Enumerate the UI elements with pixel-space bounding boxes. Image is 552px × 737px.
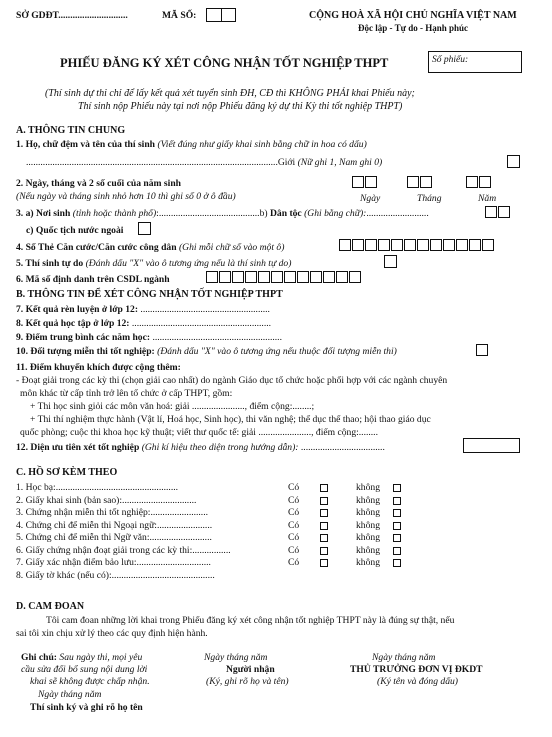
unit-head-hint: (Ký tên và đóng dấu) [377,676,458,687]
q3a-label: 3. a) Nơi sinh [16,208,71,219]
no-label: không [356,482,380,493]
q3a-hint: (tỉnh hoặc thành phố) [72,208,157,219]
ma-so-box[interactable] [206,8,236,22]
unit-head-title: THỦ TRƯỞNG ĐƠN VỊ ĐKDT [350,664,483,675]
document-item: 5. Chứng chỉ để miễn thi Ngữ văn:.......................... [16,532,212,543]
date-day-label: Ngày [360,193,381,204]
note-line-1: (Thí sinh dự thi chỉ để lấy kết quả xét tuyển sinh ĐH, CĐ thì KHÔNG PHẢI khai Phiếu này; [45,88,415,99]
q12-hint: (Ghi kí hiệu theo diện trong hướng dẫn): [141,442,299,453]
yes-checkbox[interactable] [320,547,328,555]
birth-date-boxes[interactable] [352,176,492,188]
q11-label: 11. Điểm khuyến khích được cộng thêm: [16,362,181,373]
no-checkbox[interactable] [393,497,401,505]
document-item: 4. Chứng chỉ để miễn thi Ngoại ngữ:....................... [16,519,213,531]
yes-checkbox[interactable] [320,559,328,567]
so-gddt: SỞ GDĐT............................. [16,10,128,21]
document-item: 3. Chứng nhận miễn thi tốt nghiệp:........................ [16,507,209,518]
ma-so-label: MÃ SỐ: [162,10,197,21]
commitment-line-2: sai tôi xin chịu xử lý theo các quy định hiện hành. [16,628,208,639]
q3b-label: Dân tộc [269,208,302,219]
yes-label: Có [288,544,300,556]
section-d-heading: D. CAM ĐOAN [16,601,85,612]
no-label: không [356,494,380,506]
q7-line[interactable]: ...................................................... [138,304,270,315]
yes-checkbox[interactable] [320,497,328,505]
q1-hint: (Viết đúng như giấy khai sinh bằng chữ in hoa có dấu) [157,139,367,150]
date-middle: Ngày tháng năm [204,652,268,663]
no-checkbox[interactable] [393,522,401,530]
q10-label: 10. Đối tượng miễn thi tốt nghiệp: [16,346,155,357]
priority-box[interactable] [463,438,520,453]
yes-checkbox[interactable] [320,522,328,530]
q5-hint: (Đánh dấu "X" vào ô tương ứng nếu là thí sinh tự do) [85,258,292,269]
yes-label: Có [288,557,300,568]
no-label: không [356,532,380,543]
yes-label: Có [288,519,300,531]
exemption-box[interactable] [476,344,488,356]
note-text-1: Sau ngày thi, mọi yêu [59,652,143,663]
so-phieu-box[interactable] [428,51,522,73]
q12-label: 12. Diện ưu tiên xét tốt nghiệp [16,442,140,453]
date-right: Ngày tháng năm [372,652,436,663]
q3a-line[interactable]: :..........................................b) [156,208,268,219]
candidate-sign: Thí sinh ký và ghi rõ họ tên [30,702,143,713]
q3c-label: c) Quốc tịch nước ngoài [26,225,124,236]
q1-label: 1. Họ, chữ đệm và tên của thí sinh [16,139,156,150]
yes-label: Có [288,507,300,518]
q2-label: 2. Ngày, tháng và 2 số cuối của năm sinh [16,178,181,189]
yes-checkbox[interactable] [320,534,328,542]
no-checkbox[interactable] [393,534,401,542]
date-year-label: Năm [478,193,497,204]
q1-gender-hint: (Nữ ghi 1, Nam ghi 0) [297,157,383,168]
q11-line-3[interactable]: + Thi học sinh giỏi các môn văn hoá: giải ......................, điểm cộng:........; [30,401,315,412]
receiver-title: Người nhận [226,664,275,675]
no-checkbox[interactable] [393,547,401,555]
q3b-hint: (Ghi bằng chữ): [304,208,367,219]
receiver-hint: (Ký, ghi rõ họ và tên) [206,676,289,687]
q6-label: 6. Mã số định danh trên CSDL ngành [16,274,170,285]
q11-line-5[interactable]: quốc phòng; cuộc thi khoa học kỹ thuật; viết thư quốc tế: giải ......................, điểm cộng:........ [20,427,378,438]
document-item: 7. Giấy xác nhận điểm bảo lưu:............................... [16,557,211,568]
no-checkbox[interactable] [393,509,401,517]
section-a-heading: A. THÔNG TIN CHUNG [16,125,126,136]
document-item: 1. Học bạ:................................................... [16,482,179,493]
note-text-3: khai sẽ không được chấp nhận. [30,676,150,687]
q3b-line[interactable]: .......................... [366,208,429,219]
gender-box[interactable] [507,155,520,168]
q11-line-4: + Thi thí nghiệm thực hành (Vật lí, Hoá học, Sinh học), thi văn nghệ; thể dục thể thao; hội thao giáo dục [30,414,431,425]
no-label: không [356,519,380,531]
note-text-2: cầu sửa đổi bổ sung nội dung lời [21,664,148,675]
commitment-line-1: Tôi cam đoan những lời khai trong Phiếu đăng ký xét công nhận tốt nghiệp THPT này là đúng sự thật, nếu [46,615,455,626]
no-label: không [356,507,380,518]
date-left: Ngày tháng năm [38,689,102,700]
document-item: 2. Giấy khai sinh (bản sao):............................... [16,494,197,506]
q5-label: 5. Thí sinh tự do [16,258,84,269]
free-candidate-box[interactable] [384,255,397,268]
q11-line-1: - Đoạt giải trong các kỳ thi (chọn giải cao nhất) do ngành Giáo dục tổ chức hoặc phối hợp với các ngành chuyên [16,375,448,386]
no-label: không [356,544,380,556]
yes-label: Có [288,532,300,543]
section-c-heading: C. HỒ SƠ KÈM THEO [16,467,118,478]
id-card-boxes[interactable] [339,239,495,251]
page-title: PHIẾU ĐĂNG KÝ XÉT CÔNG NHẬN TỐT NGHIỆP THPT [60,56,389,70]
q1-name-line[interactable]: .........................................................................................................Giới [26,157,296,168]
document-item: 6. Giấy chứng nhận đoạt giải trong các kỳ thi:................ [16,544,231,556]
note-line-2: Thí sinh nộp Phiếu này tại nơi nộp Phiếu đăng ký dự thi Kỳ thi tốt nghiệp THPT) [78,101,403,112]
nationality-box[interactable] [138,222,151,235]
country-name: CỘNG HOÀ XÃ HỘI CHỦ NGHĨA VIỆT NAM [309,10,517,21]
date-month-label: Tháng [417,193,442,204]
q8-line[interactable]: .......................................................... [129,318,272,329]
q11-line-2: môn khác từ cấp tỉnh trở lên tổ chức ở cấp THPT, gồm: [20,388,233,399]
no-label: không [356,557,380,568]
no-checkbox[interactable] [393,559,401,567]
note-label: Ghi chú: [21,652,57,663]
yes-checkbox[interactable] [320,484,328,492]
q4-hint: (Ghi mỗi chữ số vào một ô) [178,242,285,253]
so-phieu-label: Số phiếu: [432,55,469,65]
yes-label: Có [288,482,300,493]
motto: Độc lập - Tự do - Hạnh phúc [358,23,469,33]
q9-label: 9. Điểm trung bình các năm học: [16,332,151,343]
q7-label: 7. Kết quả rèn luyện ở lớp 12: [16,304,139,315]
document-item: 8. Giấy tờ khác (nếu có):........................................... [16,569,215,581]
yes-label: Có [288,494,300,506]
q4-label: 4. Số Thẻ Căn cước/Căn cước công dân [16,242,177,253]
ethnicity-boxes[interactable] [485,206,511,218]
identifier-boxes[interactable] [206,271,362,283]
yes-checkbox[interactable] [320,509,328,517]
q2-hint: (Nếu ngày và tháng sinh nhỏ hơn 10 thì ghi số 0 ở ô đầu) [16,191,236,202]
q8-label: 8. Kết quả học tập ở lớp 12: [16,318,130,329]
section-b-heading: B. THÔNG TIN ĐỂ XÉT CÔNG NHẬN TỐT NGHIỆP THPT [16,289,283,300]
q9-line[interactable]: ...................................................... [150,332,282,343]
q12-line[interactable]: ................................... [298,442,385,453]
no-checkbox[interactable] [393,484,401,492]
q10-hint: (Đánh dấu "X" vào ô tương ứng nếu thuộc đối tượng miễn thi) [157,346,397,357]
